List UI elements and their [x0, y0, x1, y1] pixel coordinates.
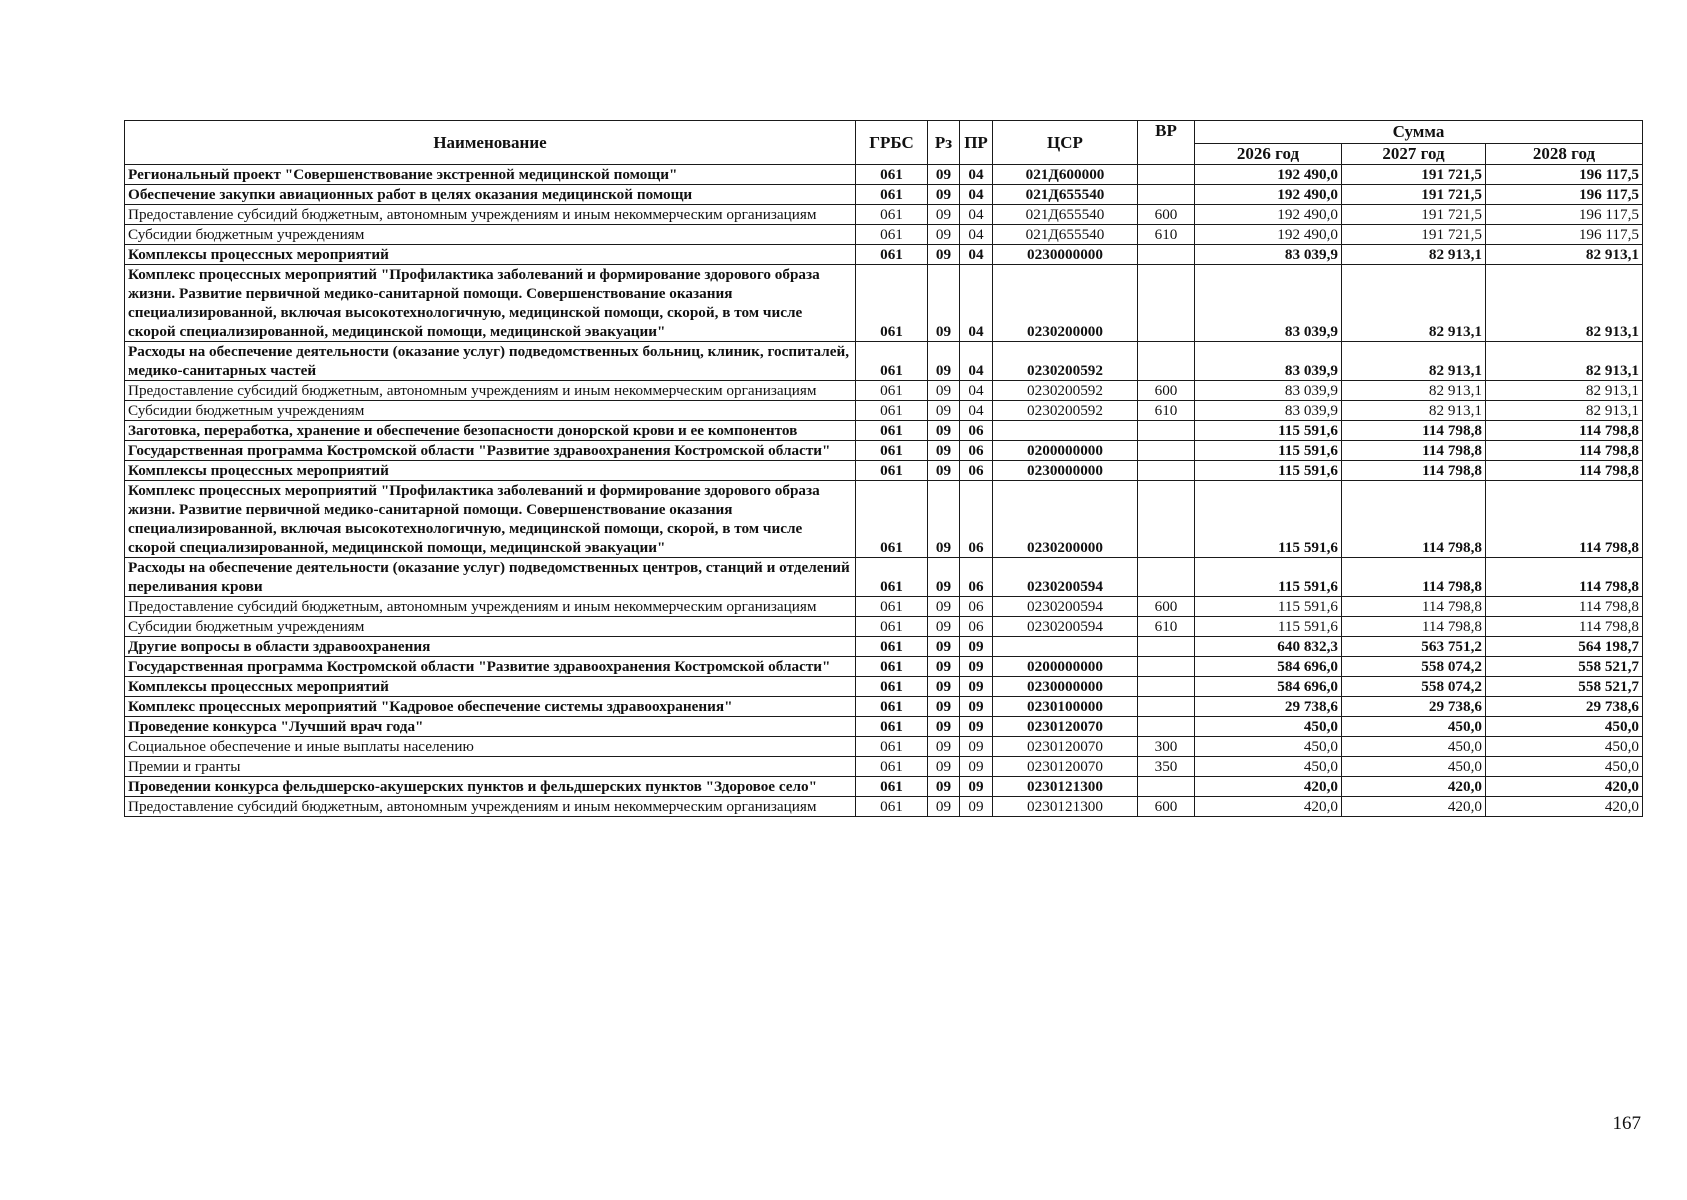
cell-grbs: 061 — [856, 697, 928, 717]
header-grbs: ГРБС — [856, 121, 928, 165]
cell-2027: 114 798,8 — [1342, 558, 1486, 597]
cell-name: Заготовка, переработка, хранение и обеспечение безопасности донорской крови и ее компонентов — [125, 421, 856, 441]
cell-name: Предоставление субсидий бюджетным, автономным учреждениям и иным некоммерческим организациям — [125, 597, 856, 617]
cell-2027: 114 798,8 — [1342, 461, 1486, 481]
cell-name: Другие вопросы в области здравоохранения — [125, 637, 856, 657]
cell-grbs: 061 — [856, 165, 928, 185]
cell-grbs: 061 — [856, 597, 928, 617]
cell-2026: 115 591,6 — [1195, 441, 1342, 461]
cell-2028: 196 117,5 — [1486, 185, 1643, 205]
cell-2028: 558 521,7 — [1486, 657, 1643, 677]
header-pr: ПР — [960, 121, 993, 165]
cell-2027: 420,0 — [1342, 777, 1486, 797]
cell-2026: 640 832,3 — [1195, 637, 1342, 657]
cell-pr: 06 — [960, 558, 993, 597]
cell-vr — [1138, 697, 1195, 717]
cell-grbs: 061 — [856, 657, 928, 677]
table-row — [125, 617, 1643, 637]
cell-vr: 610 — [1138, 617, 1195, 637]
cell-pr: 09 — [960, 797, 993, 817]
header-vr: ВР — [1138, 121, 1195, 165]
cell-pr: 04 — [960, 245, 993, 265]
cell-2027: 114 798,8 — [1342, 617, 1486, 637]
cell-vr — [1138, 421, 1195, 441]
cell-2028: 450,0 — [1486, 717, 1643, 737]
cell-2026: 115 591,6 — [1195, 597, 1342, 617]
cell-pr: 04 — [960, 165, 993, 185]
table-row — [125, 797, 1643, 817]
cell-2026: 83 039,9 — [1195, 381, 1342, 401]
cell-rz: 09 — [928, 461, 960, 481]
cell-2026: 29 738,6 — [1195, 697, 1342, 717]
cell-csr: 0230200594 — [993, 597, 1138, 617]
cell-csr: 0230120070 — [993, 737, 1138, 757]
cell-2028: 564 198,7 — [1486, 637, 1643, 657]
cell-rz: 09 — [928, 637, 960, 657]
cell-rz: 09 — [928, 558, 960, 597]
cell-name: Предоставление субсидий бюджетным, автономным учреждениям и иным некоммерческим организациям — [125, 797, 856, 817]
cell-name: Субсидии бюджетным учреждениям — [125, 617, 856, 637]
cell-grbs: 061 — [856, 245, 928, 265]
cell-2028: 114 798,8 — [1486, 617, 1643, 637]
cell-name: Расходы на обеспечение деятельности (оказание услуг) подведомственных центров, станций и отделений переливания крови — [125, 558, 856, 597]
cell-name: Проведении конкурса фельдшерско-акушерских пунктов и фельдшерских пунктов "Здоровое село" — [125, 777, 856, 797]
cell-name: Комплекс процессных мероприятий "Профилактика заболеваний и формирование здорового образа жизни. Развитие первичной медико-санитарной помощи. Совершенствование оказания специализированной, включая высокотехнологичную, медицинской помощи, скорой, в том числе скорой специализированной, медицинской помощи, медицинской эвакуации" — [125, 265, 856, 342]
header-year-2026: 2026 год — [1195, 144, 1342, 165]
cell-2027: 450,0 — [1342, 737, 1486, 757]
cell-vr — [1138, 558, 1195, 597]
cell-csr: 0230120070 — [993, 757, 1138, 777]
cell-pr: 09 — [960, 677, 993, 697]
header-row — [125, 121, 1643, 144]
cell-csr: 0230000000 — [993, 245, 1138, 265]
cell-2026: 83 039,9 — [1195, 265, 1342, 342]
cell-csr: 0230200592 — [993, 401, 1138, 421]
cell-2027: 29 738,6 — [1342, 697, 1486, 717]
cell-2026: 450,0 — [1195, 717, 1342, 737]
cell-2026: 192 490,0 — [1195, 165, 1342, 185]
cell-rz: 09 — [928, 597, 960, 617]
cell-2027: 114 798,8 — [1342, 421, 1486, 441]
cell-2028: 196 117,5 — [1486, 165, 1643, 185]
cell-vr: 610 — [1138, 225, 1195, 245]
cell-grbs: 061 — [856, 558, 928, 597]
cell-2028: 450,0 — [1486, 737, 1643, 757]
cell-pr: 04 — [960, 265, 993, 342]
cell-name: Региональный проект "Совершенствование экстренной медицинской помощи" — [125, 165, 856, 185]
cell-pr: 09 — [960, 777, 993, 797]
cell-csr: 021Д655540 — [993, 225, 1138, 245]
cell-pr: 04 — [960, 185, 993, 205]
cell-2027: 82 913,1 — [1342, 401, 1486, 421]
cell-rz: 09 — [928, 441, 960, 461]
cell-2026: 83 039,9 — [1195, 401, 1342, 421]
cell-2028: 114 798,8 — [1486, 421, 1643, 441]
cell-csr: 0230120070 — [993, 717, 1138, 737]
cell-csr: 0230200592 — [993, 381, 1138, 401]
cell-vr: 600 — [1138, 205, 1195, 225]
header-name: Наименование — [125, 121, 856, 165]
cell-pr: 09 — [960, 717, 993, 737]
cell-2028: 196 117,5 — [1486, 205, 1643, 225]
cell-pr: 06 — [960, 461, 993, 481]
cell-2028: 29 738,6 — [1486, 697, 1643, 717]
table-row — [125, 205, 1643, 225]
cell-2028: 420,0 — [1486, 777, 1643, 797]
cell-2028: 114 798,8 — [1486, 461, 1643, 481]
table-row — [125, 401, 1643, 421]
cell-csr: 0230121300 — [993, 777, 1138, 797]
cell-2027: 82 913,1 — [1342, 245, 1486, 265]
cell-rz: 09 — [928, 165, 960, 185]
cell-2026: 420,0 — [1195, 777, 1342, 797]
cell-name: Комплексы процессных мероприятий — [125, 677, 856, 697]
cell-rz: 09 — [928, 617, 960, 637]
cell-vr: 600 — [1138, 597, 1195, 617]
cell-pr: 04 — [960, 205, 993, 225]
cell-2027: 558 074,2 — [1342, 657, 1486, 677]
cell-grbs: 061 — [856, 381, 928, 401]
cell-vr — [1138, 481, 1195, 558]
cell-grbs: 061 — [856, 185, 928, 205]
cell-2027: 82 913,1 — [1342, 381, 1486, 401]
cell-csr: 0230200594 — [993, 558, 1138, 597]
header-rz: Рз — [928, 121, 960, 165]
cell-rz: 09 — [928, 677, 960, 697]
cell-2027: 114 798,8 — [1342, 481, 1486, 558]
cell-2026: 584 696,0 — [1195, 657, 1342, 677]
cell-csr: 0230200000 — [993, 481, 1138, 558]
cell-name: Предоставление субсидий бюджетным, автономным учреждениям и иным некоммерческим организациям — [125, 381, 856, 401]
cell-2026: 115 591,6 — [1195, 481, 1342, 558]
cell-rz: 09 — [928, 225, 960, 245]
cell-grbs: 061 — [856, 481, 928, 558]
table-row — [125, 597, 1643, 617]
cell-2028: 82 913,1 — [1486, 401, 1643, 421]
table-row — [125, 461, 1643, 481]
cell-2028: 450,0 — [1486, 757, 1643, 777]
cell-name: Проведение конкурса "Лучший врач года" — [125, 717, 856, 737]
cell-csr: 0200000000 — [993, 657, 1138, 677]
cell-grbs: 061 — [856, 777, 928, 797]
cell-2026: 192 490,0 — [1195, 205, 1342, 225]
cell-2027: 558 074,2 — [1342, 677, 1486, 697]
cell-grbs: 061 — [856, 717, 928, 737]
cell-rz: 09 — [928, 401, 960, 421]
cell-vr: 350 — [1138, 757, 1195, 777]
cell-rz: 09 — [928, 342, 960, 381]
cell-grbs: 061 — [856, 225, 928, 245]
cell-csr: 0230000000 — [993, 461, 1138, 481]
table-row — [125, 777, 1643, 797]
cell-2027: 450,0 — [1342, 757, 1486, 777]
cell-2026: 420,0 — [1195, 797, 1342, 817]
cell-vr — [1138, 265, 1195, 342]
cell-csr: 021Д655540 — [993, 185, 1138, 205]
table-row — [125, 185, 1643, 205]
page-number: 167 — [1612, 1113, 1641, 1134]
cell-grbs: 061 — [856, 617, 928, 637]
cell-2027: 563 751,2 — [1342, 637, 1486, 657]
cell-vr: 600 — [1138, 381, 1195, 401]
cell-2028: 114 798,8 — [1486, 481, 1643, 558]
cell-rz: 09 — [928, 421, 960, 441]
cell-vr: 300 — [1138, 737, 1195, 757]
cell-2027: 191 721,5 — [1342, 205, 1486, 225]
cell-pr: 04 — [960, 225, 993, 245]
cell-2027: 420,0 — [1342, 797, 1486, 817]
cell-csr: 021Д655540 — [993, 205, 1138, 225]
table-row — [125, 677, 1643, 697]
cell-csr: 0230121300 — [993, 797, 1138, 817]
table-row — [125, 737, 1643, 757]
cell-2026: 584 696,0 — [1195, 677, 1342, 697]
cell-csr: 021Д600000 — [993, 165, 1138, 185]
cell-rz: 09 — [928, 245, 960, 265]
header-csr: ЦСР — [993, 121, 1138, 165]
table-row — [125, 757, 1643, 777]
cell-csr: 0230200000 — [993, 265, 1138, 342]
cell-2027: 114 798,8 — [1342, 441, 1486, 461]
cell-rz: 09 — [928, 185, 960, 205]
cell-vr — [1138, 717, 1195, 737]
cell-name: Субсидии бюджетным учреждениям — [125, 225, 856, 245]
header-year-2027: 2027 год — [1342, 144, 1486, 165]
table-row — [125, 697, 1643, 717]
cell-rz: 09 — [928, 657, 960, 677]
cell-vr — [1138, 342, 1195, 381]
cell-vr — [1138, 777, 1195, 797]
table-row — [125, 225, 1643, 245]
cell-grbs: 061 — [856, 342, 928, 381]
cell-pr: 09 — [960, 657, 993, 677]
cell-2026: 192 490,0 — [1195, 185, 1342, 205]
cell-name: Государственная программа Костромской области "Развитие здравоохранения Костромской области" — [125, 657, 856, 677]
cell-vr — [1138, 637, 1195, 657]
cell-2026: 83 039,9 — [1195, 342, 1342, 381]
cell-rz: 09 — [928, 717, 960, 737]
table-row — [125, 637, 1643, 657]
cell-2027: 82 913,1 — [1342, 265, 1486, 342]
cell-2028: 196 117,5 — [1486, 225, 1643, 245]
header-year-2028: 2028 год — [1486, 144, 1643, 165]
cell-grbs: 061 — [856, 737, 928, 757]
cell-name: Премии и гранты — [125, 757, 856, 777]
cell-vr: 610 — [1138, 401, 1195, 421]
table-row — [125, 558, 1643, 597]
table-row — [125, 441, 1643, 461]
table-row — [125, 245, 1643, 265]
cell-2028: 420,0 — [1486, 797, 1643, 817]
cell-vr — [1138, 185, 1195, 205]
cell-vr — [1138, 245, 1195, 265]
cell-csr: 0230000000 — [993, 677, 1138, 697]
cell-pr: 06 — [960, 597, 993, 617]
cell-csr — [993, 637, 1138, 657]
cell-2028: 114 798,8 — [1486, 597, 1643, 617]
cell-name: Расходы на обеспечение деятельности (оказание услуг) подведомственных больниц, клиник, госпиталей, медико-санитарных частей — [125, 342, 856, 381]
cell-2027: 191 721,5 — [1342, 165, 1486, 185]
table-row — [125, 717, 1643, 737]
table-row — [125, 381, 1643, 401]
cell-2026: 115 591,6 — [1195, 421, 1342, 441]
cell-pr: 09 — [960, 737, 993, 757]
cell-2026: 83 039,9 — [1195, 245, 1342, 265]
cell-name: Предоставление субсидий бюджетным, автономным учреждениям и иным некоммерческим организациям — [125, 205, 856, 225]
table-row — [125, 342, 1643, 381]
cell-grbs: 061 — [856, 441, 928, 461]
cell-grbs: 061 — [856, 421, 928, 441]
header-sum: Сумма — [1195, 121, 1643, 144]
cell-name: Государственная программа Костромской области "Развитие здравоохранения Костромской области" — [125, 441, 856, 461]
cell-name: Комплексы процессных мероприятий — [125, 461, 856, 481]
budget-table — [124, 120, 1643, 817]
cell-2026: 115 591,6 — [1195, 461, 1342, 481]
cell-grbs: 061 — [856, 205, 928, 225]
cell-2026: 192 490,0 — [1195, 225, 1342, 245]
cell-rz: 09 — [928, 381, 960, 401]
cell-pr: 09 — [960, 637, 993, 657]
cell-pr: 04 — [960, 401, 993, 421]
cell-pr: 09 — [960, 697, 993, 717]
cell-vr — [1138, 461, 1195, 481]
cell-2026: 115 591,6 — [1195, 558, 1342, 597]
cell-name: Обеспечение закупки авиационных работ в целях оказания медицинской помощи — [125, 185, 856, 205]
table-row — [125, 165, 1643, 185]
cell-pr: 06 — [960, 481, 993, 558]
table-body — [125, 165, 1643, 817]
cell-2027: 450,0 — [1342, 717, 1486, 737]
cell-2028: 114 798,8 — [1486, 558, 1643, 597]
cell-name: Социальное обеспечение и иные выплаты населению — [125, 737, 856, 757]
cell-grbs: 061 — [856, 401, 928, 421]
cell-grbs: 061 — [856, 797, 928, 817]
cell-2026: 450,0 — [1195, 737, 1342, 757]
cell-pr: 06 — [960, 617, 993, 637]
cell-name: Комплекс процессных мероприятий "Профилактика заболеваний и формирование здорового образа жизни. Развитие первичной медико-санитарной помощи. Совершенствование оказания специализированной, включая высокотехнологичную, медицинской помощи, скорой, в том числе скорой специализированной, медицинской помощи, медицинской эвакуации" — [125, 481, 856, 558]
cell-2028: 114 798,8 — [1486, 441, 1643, 461]
cell-vr — [1138, 657, 1195, 677]
cell-2028: 82 913,1 — [1486, 342, 1643, 381]
table-row — [125, 265, 1643, 342]
cell-csr: 0200000000 — [993, 441, 1138, 461]
cell-rz: 09 — [928, 481, 960, 558]
cell-2028: 82 913,1 — [1486, 265, 1643, 342]
cell-2027: 82 913,1 — [1342, 342, 1486, 381]
cell-2027: 191 721,5 — [1342, 225, 1486, 245]
cell-name: Комплекс процессных мероприятий "Кадровое обеспечение системы здравоохранения" — [125, 697, 856, 717]
cell-rz: 09 — [928, 777, 960, 797]
cell-csr: 0230200592 — [993, 342, 1138, 381]
cell-vr — [1138, 441, 1195, 461]
cell-2027: 191 721,5 — [1342, 185, 1486, 205]
cell-rz: 09 — [928, 697, 960, 717]
table-row — [125, 421, 1643, 441]
cell-2028: 82 913,1 — [1486, 245, 1643, 265]
cell-grbs: 061 — [856, 265, 928, 342]
cell-csr: 0230200594 — [993, 617, 1138, 637]
cell-name: Субсидии бюджетным учреждениям — [125, 401, 856, 421]
cell-vr: 600 — [1138, 797, 1195, 817]
cell-pr: 06 — [960, 441, 993, 461]
cell-2026: 450,0 — [1195, 757, 1342, 777]
cell-2028: 82 913,1 — [1486, 381, 1643, 401]
cell-grbs: 061 — [856, 461, 928, 481]
cell-vr — [1138, 677, 1195, 697]
cell-name: Комплексы процессных мероприятий — [125, 245, 856, 265]
cell-csr: 0230100000 — [993, 697, 1138, 717]
cell-grbs: 061 — [856, 757, 928, 777]
table-row — [125, 657, 1643, 677]
cell-2028: 558 521,7 — [1486, 677, 1643, 697]
cell-rz: 09 — [928, 797, 960, 817]
cell-rz: 09 — [928, 205, 960, 225]
cell-2026: 115 591,6 — [1195, 617, 1342, 637]
cell-pr: 04 — [960, 342, 993, 381]
cell-rz: 09 — [928, 757, 960, 777]
table-row — [125, 481, 1643, 558]
cell-pr: 06 — [960, 421, 993, 441]
cell-rz: 09 — [928, 737, 960, 757]
cell-pr: 09 — [960, 757, 993, 777]
cell-csr — [993, 421, 1138, 441]
cell-pr: 04 — [960, 381, 993, 401]
cell-2027: 114 798,8 — [1342, 597, 1486, 617]
cell-grbs: 061 — [856, 637, 928, 657]
cell-rz: 09 — [928, 265, 960, 342]
cell-grbs: 061 — [856, 677, 928, 697]
cell-vr — [1138, 165, 1195, 185]
